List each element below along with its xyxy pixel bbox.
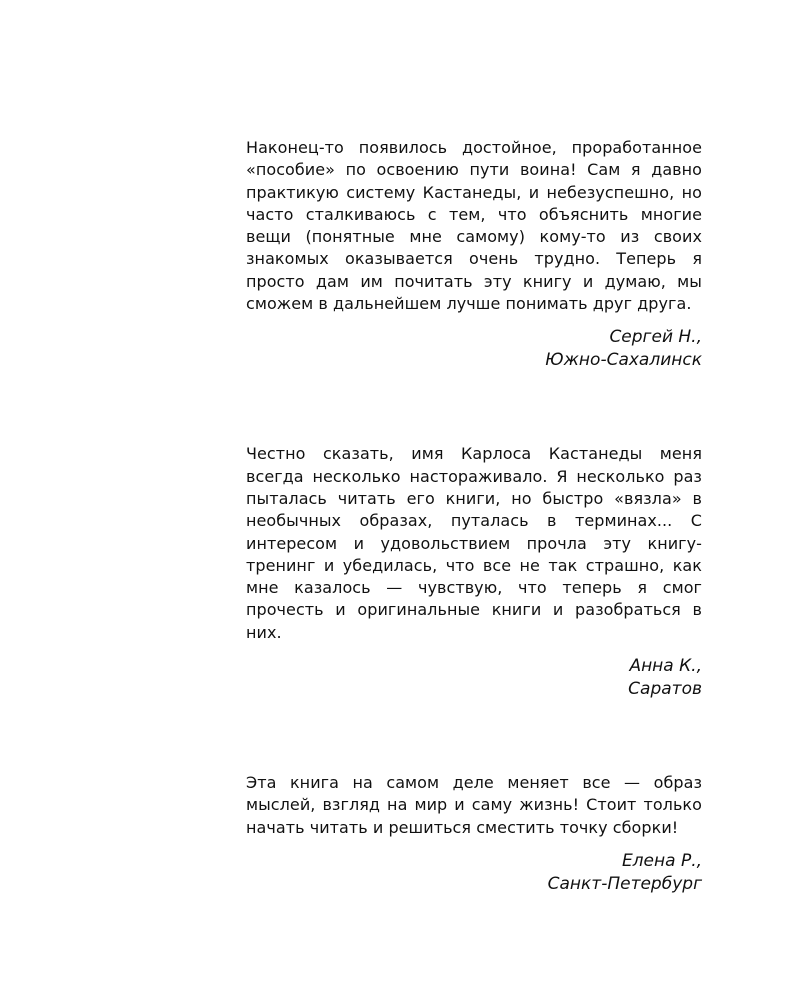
review-block [246, 137, 702, 372]
review-text: Эта книга на самом деле меняет все — образ мыслей, взгляд на мир и саму жизнь! Стоит только начать читать и решиться сместить точку сборки! [246, 773, 702, 837]
review-city: Саратов [628, 679, 702, 700]
review-signature [246, 850, 702, 896]
review-city: Санкт-Петербург [547, 873, 702, 894]
review-block [246, 443, 702, 701]
review-text: Честно сказать, имя Карлоса Кастанеды меня всегда несколько настораживало. Я несколько раз пыталась читать его книги, но быстро «вязла» в необычных образах, путалась в терминах... С интересом и удовольствием прочла эту книгу-тренинг и убедилась, что все не так страшно, как мне казалось — чувствую, что теперь я смог прочесть и оригинальные книги и разобраться в них. [246, 444, 702, 642]
reviews-page [246, 137, 702, 896]
review-city: Южно-Сахалинск [545, 350, 702, 371]
review-author: Елена Р., [621, 850, 702, 871]
review-text: Наконец-то появилось достойное, проработанное «пособие» по освоению пути воина! Сам я давно практикую систему Кастанеды, и небезуспешно, но часто сталкиваюсь с тем, что объяснить многие вещи (понятные мне самому) кому-то из своих знакомых оказывается очень трудно. Теперь я просто дам им почитать эту книгу и думаю, мы сможем в дальнейшем лучше понимать друг друга. [246, 138, 702, 314]
review-author: Сергей Н., [609, 327, 702, 348]
review-signature [246, 655, 702, 701]
review-block [246, 772, 702, 896]
review-author: Анна К., [629, 656, 702, 677]
review-signature [246, 326, 702, 372]
